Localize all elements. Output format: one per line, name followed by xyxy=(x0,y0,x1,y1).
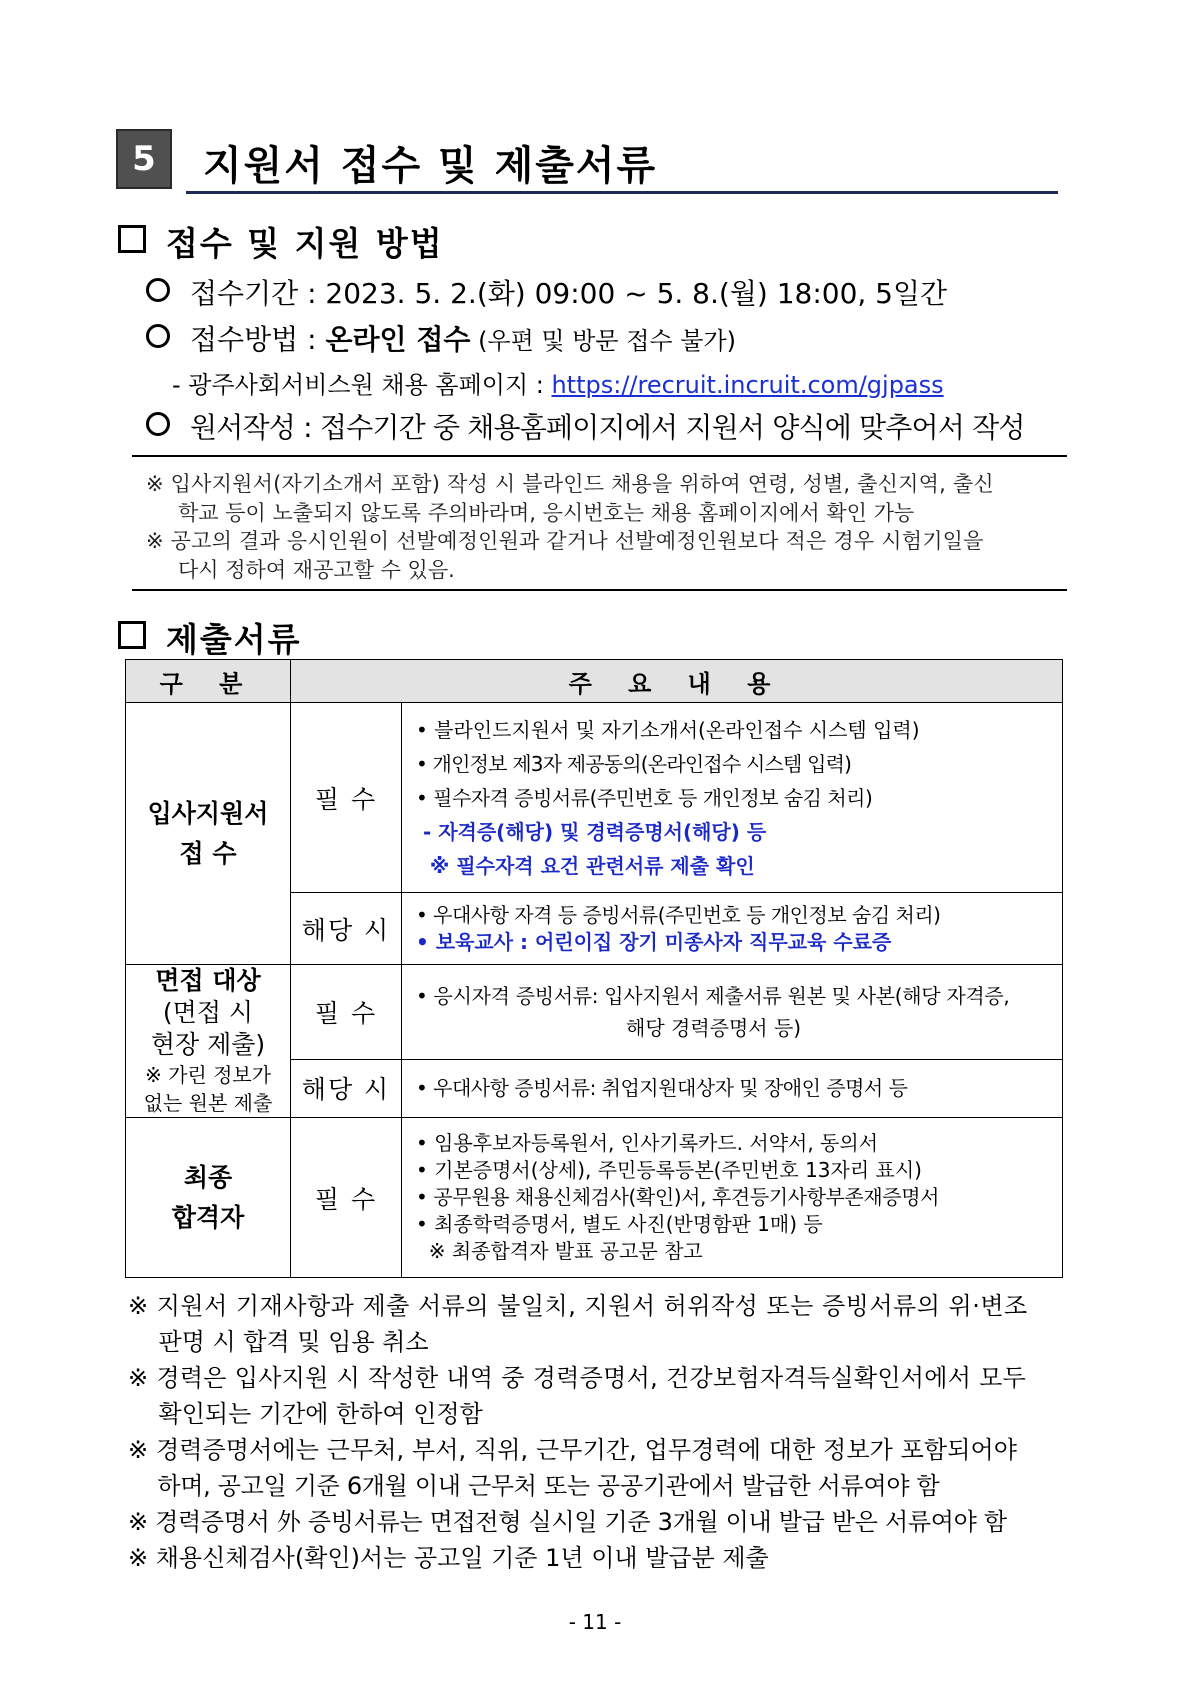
footnote-line: ※ 지원서 기재사항과 제출 서류의 불일치, 지원서 허위작성 또는 증빙서류의 위·변조 xyxy=(128,1292,1028,1320)
apply-period-text: 접수기간 : 2023. 5. 2.(화) 09:00 ~ 5. 8.(월) 18:00, 5일간 xyxy=(190,277,948,310)
table-row xyxy=(126,703,1063,893)
footnote-line: 하며, 공고일 기준 6개월 이내 근무처 또는 공공기관에서 발급한 서류여야 함 xyxy=(128,1472,940,1500)
section-underline xyxy=(186,191,1058,194)
row2-category-line5: 없는 원본 제출 xyxy=(143,1091,273,1115)
square-bullet-icon xyxy=(118,225,146,253)
list-item: ※ 최종합격자 발표 공고문 참고 xyxy=(416,1239,703,1263)
circle-bullet-icon xyxy=(146,324,170,348)
list-item-blue: • 보육교사 : 어린이집 장기 미종사자 직무교육 수료증 xyxy=(416,929,892,954)
apply-writing-text: 원서작성 : 접수기간 중 채용홈페이지에서 지원서 양식에 맞추어서 작성 xyxy=(190,411,1025,444)
apply-heading xyxy=(118,218,444,265)
row2-category xyxy=(126,965,291,1118)
footnotes xyxy=(128,1288,1028,1576)
list-item: • 공무원용 채용신체검사(확인)서, 후견등기사항부존재증명서 xyxy=(416,1185,940,1209)
row1-optional-items xyxy=(402,893,1063,965)
square-bullet-icon xyxy=(118,621,146,649)
table-row xyxy=(126,1118,1063,1278)
notes-bottom-rule xyxy=(132,589,1067,591)
col-category-header: 구 분 xyxy=(126,660,291,703)
page-number: - 11 - xyxy=(568,1610,622,1634)
note-line-2: 학교 등이 노출되지 않도록 주의바라며, 응시번호는 채용 홈페이지에서 확인 가능 xyxy=(178,501,915,525)
docs-heading xyxy=(118,614,302,661)
circle-bullet-icon xyxy=(146,278,170,302)
apply-homepage xyxy=(172,365,944,400)
row2-category-line1: 면접 대상 xyxy=(155,966,261,995)
footnote-line: ※ 경력증명서 外 증빙서류는 면접전형 실시일 기준 3개월 이내 발급 받은 서류여야 함 xyxy=(128,1508,1007,1536)
list-item: • 필수자격 증빙서류(주민번호 등 개인정보 숨김 처리) xyxy=(416,785,873,810)
list-item: • 우대사항 증빙서류: 취업지원대상자 및 장애인 증명서 등 xyxy=(416,1076,908,1101)
row1-category xyxy=(126,703,291,965)
apply-method-label: 접수방법 : xyxy=(190,323,326,356)
section-title: 지원서 접수 및 제출서류 xyxy=(203,143,658,189)
documents-table xyxy=(125,659,1063,1278)
footnote-line: ※ 경력은 입사지원 시 작성한 내역 중 경력증명서, 건강보험자격득실확인서에서 모두 xyxy=(128,1364,1027,1392)
apply-period xyxy=(146,272,947,312)
notes-top-rule xyxy=(132,455,1067,457)
table-row xyxy=(126,965,1063,1060)
list-item-blue: ※ 필수자격 요건 관련서류 제출 확인 xyxy=(416,853,755,878)
row1-optional-label: 해당 시 xyxy=(291,893,402,965)
apply-method-note: (우편 및 방문 접수 불가) xyxy=(470,327,736,355)
table-header-row xyxy=(126,660,1063,703)
row2-optional-label: 해당 시 xyxy=(291,1059,402,1117)
row2-optional-items xyxy=(402,1059,1063,1117)
row3-items xyxy=(402,1118,1063,1278)
list-item-blue: - 자격증(해당) 및 경력증명서(해당) 등 xyxy=(416,819,767,844)
docs-heading-text: 제출서류 xyxy=(166,620,302,659)
row1-required-label: 필 수 xyxy=(291,703,402,893)
circle-bullet-icon xyxy=(146,412,170,436)
col-content-header: 주 요 내 용 xyxy=(291,660,1063,703)
row1-required-items xyxy=(402,703,1063,893)
apply-heading-text: 접수 및 지원 방법 xyxy=(166,224,444,263)
row2-category-line3: 현장 제출) xyxy=(150,1030,266,1059)
note-line-3: ※ 공고의 결과 응시인원이 선발예정인원과 같거나 선발예정인원보다 적은 경우 시험기일을 xyxy=(146,529,984,553)
row2-required-items xyxy=(402,965,1063,1060)
homepage-link[interactable]: https://recruit.incruit.com/gjpass xyxy=(551,371,944,399)
row3-category-line2: 합격자 xyxy=(171,1202,245,1232)
list-item: • 응시자격 증빙서류: 입사지원서 제출서류 원본 및 사본(해당 자격증, xyxy=(416,983,1010,1008)
row3-category-line1: 최종 xyxy=(183,1162,233,1192)
section-header xyxy=(116,128,1058,196)
list-item: • 개인정보 제3자 제공동의(온라인접수 시스템 입력) xyxy=(416,751,852,776)
list-item: • 최종학력증명서, 별도 사진(반명함판 1매) 등 xyxy=(416,1212,823,1236)
row2-category-line4: ※ 가린 정보가 xyxy=(144,1063,272,1087)
row1-category-line1: 입사지원서 xyxy=(147,798,269,828)
row1-category-line2: 접 수 xyxy=(179,838,237,868)
homepage-label: - 광주사회서비스원 채용 홈페이지 : xyxy=(172,371,552,399)
apply-method-value: 온라인 접수 xyxy=(325,323,471,356)
footnote-line: 확인되는 기간에 한하여 인정함 xyxy=(128,1400,483,1428)
footnote-line: ※ 경력증명서에는 근무처, 부서, 직위, 근무기간, 업무경력에 대한 정보가 포함되어야 xyxy=(128,1436,1018,1464)
row2-required-label: 필 수 xyxy=(291,965,402,1060)
note-line-1: ※ 입사지원서(자기소개서 포함) 작성 시 블라인드 채용을 위하여 연령, 성별, 출신지역, 출신 xyxy=(146,472,994,496)
list-item: • 임용후보자등록원서, 인사기록카드. 서약서, 동의서 xyxy=(416,1131,879,1155)
row3-category xyxy=(126,1118,291,1278)
row3-required-label: 필 수 xyxy=(291,1118,402,1278)
list-item: • 기본증명서(상세), 주민등록등본(주민번호 13자리 표시) xyxy=(416,1158,922,1182)
apply-writing xyxy=(146,406,1025,446)
footnote-line: ※ 채용신체검사(확인)서는 공고일 기준 1년 이내 발급분 제출 xyxy=(128,1544,769,1572)
footnote-line: 판명 시 합격 및 임용 취소 xyxy=(128,1328,429,1356)
row2-category-line2: (면접 시 xyxy=(162,998,254,1027)
list-item: • 우대사항 자격 등 증빙서류(주민번호 등 개인정보 숨김 처리) xyxy=(416,902,941,927)
list-item: 해당 경력증명서 등) xyxy=(626,1015,802,1040)
section-number: 5 xyxy=(116,129,172,189)
apply-method xyxy=(146,318,736,358)
list-item: • 블라인드지원서 및 자기소개서(온라인접수 시스템 입력) xyxy=(416,717,920,742)
note-line-4: 다시 정하여 재공고할 수 있음. xyxy=(178,558,455,582)
